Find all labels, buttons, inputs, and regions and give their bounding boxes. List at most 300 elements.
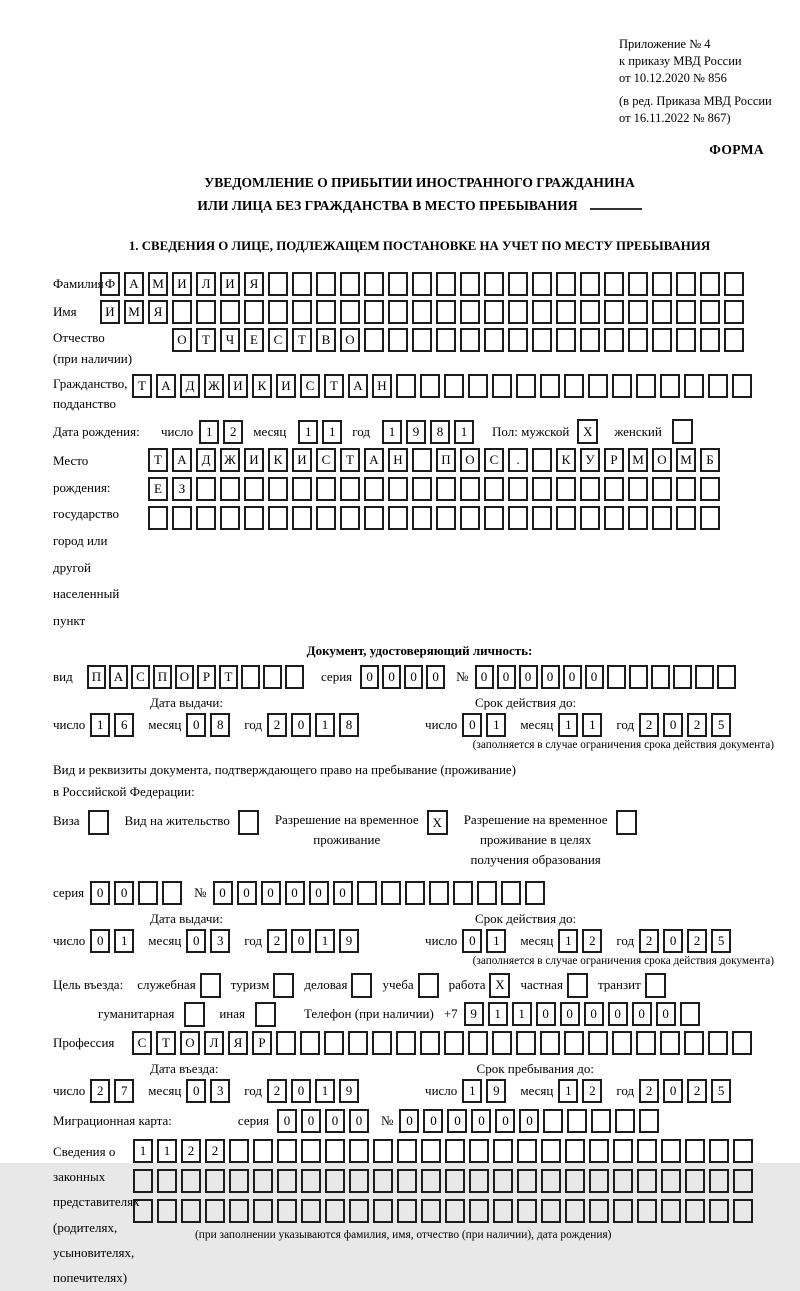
char-cell[interactable]: Т bbox=[148, 448, 168, 472]
char-cell[interactable] bbox=[676, 328, 696, 352]
char-cell[interactable] bbox=[700, 506, 720, 530]
char-cell[interactable] bbox=[604, 328, 624, 352]
char-cell[interactable]: 0 bbox=[663, 713, 683, 737]
char-cell[interactable] bbox=[292, 506, 312, 530]
char-cell[interactable]: 0 bbox=[237, 881, 257, 905]
char-cell[interactable] bbox=[733, 1169, 753, 1193]
char-cell[interactable] bbox=[316, 477, 336, 501]
char-cell[interactable] bbox=[660, 374, 680, 398]
char-cell[interactable]: 0 bbox=[349, 1109, 369, 1133]
char-cell[interactable]: . bbox=[508, 448, 528, 472]
char-cell[interactable]: Ж bbox=[220, 448, 240, 472]
char-cell[interactable] bbox=[532, 272, 552, 296]
char-cell[interactable]: 5 bbox=[711, 929, 731, 953]
char-cell[interactable] bbox=[205, 1199, 225, 1223]
char-cell[interactable] bbox=[652, 328, 672, 352]
char-cell[interactable]: 0 bbox=[541, 665, 560, 689]
char-cell[interactable] bbox=[349, 1169, 369, 1193]
char-cell[interactable]: 0 bbox=[632, 1002, 652, 1026]
char-cell[interactable] bbox=[268, 477, 288, 501]
char-cell[interactable] bbox=[325, 1139, 345, 1163]
char-cell[interactable] bbox=[493, 1139, 513, 1163]
char-cell[interactable]: А bbox=[364, 448, 384, 472]
char-cell[interactable] bbox=[220, 506, 240, 530]
char-cell[interactable]: Е bbox=[244, 328, 264, 352]
char-cell[interactable]: Л bbox=[196, 272, 216, 296]
char-cell[interactable]: Т bbox=[292, 328, 312, 352]
char-cell[interactable] bbox=[388, 328, 408, 352]
char-cell[interactable] bbox=[388, 300, 408, 324]
char-cell[interactable]: 1 bbox=[486, 713, 506, 737]
char-cell[interactable] bbox=[580, 506, 600, 530]
char-cell[interactable] bbox=[709, 1169, 729, 1193]
char-cell[interactable] bbox=[733, 1139, 753, 1163]
char-cell[interactable]: 2 bbox=[687, 929, 707, 953]
char-cell[interactable] bbox=[517, 1199, 537, 1223]
char-cell[interactable] bbox=[652, 477, 672, 501]
char-cell[interactable] bbox=[651, 665, 670, 689]
char-cell[interactable] bbox=[268, 272, 288, 296]
char-cell[interactable]: 5 bbox=[711, 1079, 731, 1103]
char-cell[interactable] bbox=[652, 272, 672, 296]
char-cell[interactable] bbox=[276, 1031, 296, 1055]
char-cell[interactable] bbox=[589, 1169, 609, 1193]
char-cell[interactable] bbox=[420, 374, 440, 398]
char-cell[interactable]: 2 bbox=[687, 1079, 707, 1103]
char-cell[interactable]: 0 bbox=[291, 713, 311, 737]
char-cell[interactable] bbox=[580, 328, 600, 352]
char-cell[interactable] bbox=[468, 1031, 488, 1055]
char-cell[interactable]: 0 bbox=[423, 1109, 443, 1133]
char-cell[interactable] bbox=[460, 506, 480, 530]
char-cell[interactable] bbox=[565, 1139, 585, 1163]
char-cell[interactable] bbox=[253, 1199, 273, 1223]
char-cell[interactable] bbox=[717, 665, 736, 689]
char-cell[interactable] bbox=[301, 1139, 321, 1163]
char-cell[interactable] bbox=[205, 1169, 225, 1193]
char-cell[interactable]: 1 bbox=[157, 1139, 177, 1163]
char-cell[interactable] bbox=[301, 1169, 321, 1193]
char-cell[interactable]: 0 bbox=[213, 881, 233, 905]
char-cell[interactable] bbox=[684, 374, 704, 398]
char-cell[interactable] bbox=[397, 1139, 417, 1163]
char-cell[interactable] bbox=[613, 1139, 633, 1163]
char-cell[interactable] bbox=[421, 1199, 441, 1223]
char-cell[interactable] bbox=[556, 328, 576, 352]
char-cell[interactable] bbox=[364, 300, 384, 324]
char-cell[interactable]: 0 bbox=[519, 1109, 539, 1133]
char-cell[interactable]: 0 bbox=[325, 1109, 345, 1133]
char-cell[interactable]: С bbox=[132, 1031, 152, 1055]
char-cell[interactable] bbox=[453, 881, 473, 905]
char-cell[interactable] bbox=[292, 272, 312, 296]
char-cell[interactable] bbox=[436, 506, 456, 530]
char-cell[interactable] bbox=[532, 506, 552, 530]
char-cell[interactable] bbox=[244, 477, 264, 501]
char-cell[interactable] bbox=[429, 881, 449, 905]
char-cell[interactable] bbox=[589, 1139, 609, 1163]
char-cell[interactable]: 0 bbox=[186, 1079, 206, 1103]
char-cell[interactable] bbox=[484, 477, 504, 501]
char-cell[interactable] bbox=[516, 1031, 536, 1055]
char-cell[interactable]: 0 bbox=[277, 1109, 297, 1133]
char-cell[interactable] bbox=[316, 272, 336, 296]
char-cell[interactable] bbox=[460, 272, 480, 296]
char-cell[interactable]: 0 bbox=[186, 713, 206, 737]
char-cell[interactable] bbox=[241, 665, 260, 689]
char-cell[interactable]: 2 bbox=[639, 713, 659, 737]
char-cell[interactable] bbox=[676, 300, 696, 324]
char-cell[interactable] bbox=[340, 300, 360, 324]
purpose-tourism-checkbox[interactable] bbox=[273, 973, 294, 998]
char-cell[interactable] bbox=[615, 1109, 635, 1133]
char-cell[interactable]: 1 bbox=[488, 1002, 508, 1026]
char-cell[interactable] bbox=[162, 881, 182, 905]
char-cell[interactable] bbox=[348, 1031, 368, 1055]
char-cell[interactable]: Ф bbox=[100, 272, 120, 296]
char-cell[interactable] bbox=[556, 506, 576, 530]
char-cell[interactable]: В bbox=[316, 328, 336, 352]
char-cell[interactable] bbox=[396, 1031, 416, 1055]
char-cell[interactable]: 7 bbox=[114, 1079, 134, 1103]
char-cell[interactable]: 1 bbox=[114, 929, 134, 953]
char-cell[interactable] bbox=[340, 272, 360, 296]
char-cell[interactable]: Д bbox=[196, 448, 216, 472]
char-cell[interactable]: С bbox=[300, 374, 320, 398]
char-cell[interactable]: 9 bbox=[339, 929, 359, 953]
char-cell[interactable] bbox=[652, 506, 672, 530]
char-cell[interactable] bbox=[532, 328, 552, 352]
char-cell[interactable]: Б bbox=[700, 448, 720, 472]
char-cell[interactable]: Я bbox=[148, 300, 168, 324]
char-cell[interactable] bbox=[604, 477, 624, 501]
char-cell[interactable] bbox=[436, 477, 456, 501]
char-cell[interactable] bbox=[676, 506, 696, 530]
char-cell[interactable] bbox=[388, 477, 408, 501]
char-cell[interactable] bbox=[244, 300, 264, 324]
char-cell[interactable] bbox=[525, 881, 545, 905]
char-cell[interactable]: 1 bbox=[558, 713, 578, 737]
char-cell[interactable] bbox=[196, 477, 216, 501]
char-cell[interactable] bbox=[543, 1109, 563, 1133]
sex-female-checkbox[interactable] bbox=[672, 419, 693, 444]
char-cell[interactable] bbox=[268, 300, 288, 324]
char-cell[interactable]: И bbox=[228, 374, 248, 398]
char-cell[interactable]: И bbox=[220, 272, 240, 296]
char-cell[interactable]: 1 bbox=[322, 420, 342, 444]
char-cell[interactable]: М bbox=[124, 300, 144, 324]
char-cell[interactable]: 5 bbox=[711, 713, 731, 737]
char-cell[interactable] bbox=[724, 328, 744, 352]
char-cell[interactable] bbox=[277, 1199, 297, 1223]
char-cell[interactable]: 0 bbox=[462, 713, 482, 737]
char-cell[interactable] bbox=[172, 506, 192, 530]
char-cell[interactable]: 2 bbox=[267, 929, 287, 953]
char-cell[interactable] bbox=[541, 1139, 561, 1163]
char-cell[interactable] bbox=[396, 374, 416, 398]
char-cell[interactable] bbox=[444, 1031, 464, 1055]
char-cell[interactable] bbox=[660, 1031, 680, 1055]
char-cell[interactable]: 1 bbox=[199, 420, 219, 444]
char-cell[interactable]: Л bbox=[204, 1031, 224, 1055]
purpose-commercial-checkbox[interactable] bbox=[351, 973, 372, 998]
char-cell[interactable] bbox=[373, 1199, 393, 1223]
char-cell[interactable]: 1 bbox=[582, 713, 602, 737]
char-cell[interactable]: Р bbox=[197, 665, 216, 689]
char-cell[interactable]: 0 bbox=[426, 665, 445, 689]
char-cell[interactable] bbox=[508, 477, 528, 501]
char-cell[interactable] bbox=[732, 374, 752, 398]
char-cell[interactable] bbox=[604, 300, 624, 324]
char-cell[interactable]: И bbox=[276, 374, 296, 398]
char-cell[interactable] bbox=[477, 881, 497, 905]
char-cell[interactable] bbox=[316, 506, 336, 530]
char-cell[interactable]: И bbox=[292, 448, 312, 472]
char-cell[interactable]: Н bbox=[372, 374, 392, 398]
char-cell[interactable]: 0 bbox=[186, 929, 206, 953]
char-cell[interactable] bbox=[484, 328, 504, 352]
char-cell[interactable]: П bbox=[153, 665, 172, 689]
char-cell[interactable] bbox=[580, 477, 600, 501]
char-cell[interactable]: 9 bbox=[406, 420, 426, 444]
visa-checkbox[interactable] bbox=[88, 810, 109, 835]
char-cell[interactable]: Я bbox=[244, 272, 264, 296]
char-cell[interactable]: 0 bbox=[309, 881, 329, 905]
char-cell[interactable]: 2 bbox=[267, 1079, 287, 1103]
char-cell[interactable] bbox=[421, 1139, 441, 1163]
char-cell[interactable]: П bbox=[436, 448, 456, 472]
char-cell[interactable]: А bbox=[156, 374, 176, 398]
char-cell[interactable]: 0 bbox=[114, 881, 134, 905]
char-cell[interactable] bbox=[325, 1169, 345, 1193]
char-cell[interactable] bbox=[613, 1199, 633, 1223]
char-cell[interactable] bbox=[508, 506, 528, 530]
char-cell[interactable]: О bbox=[460, 448, 480, 472]
char-cell[interactable]: И bbox=[172, 272, 192, 296]
char-cell[interactable] bbox=[220, 477, 240, 501]
char-cell[interactable]: П bbox=[87, 665, 106, 689]
char-cell[interactable]: М bbox=[676, 448, 696, 472]
char-cell[interactable]: Ж bbox=[204, 374, 224, 398]
char-cell[interactable]: Т bbox=[132, 374, 152, 398]
char-cell[interactable] bbox=[493, 1199, 513, 1223]
char-cell[interactable]: 0 bbox=[563, 665, 582, 689]
char-cell[interactable] bbox=[412, 300, 432, 324]
char-cell[interactable] bbox=[316, 300, 336, 324]
char-cell[interactable] bbox=[637, 1139, 657, 1163]
char-cell[interactable]: Н bbox=[388, 448, 408, 472]
char-cell[interactable] bbox=[685, 1199, 705, 1223]
residence-permit-checkbox[interactable] bbox=[238, 810, 259, 835]
char-cell[interactable]: 0 bbox=[285, 881, 305, 905]
char-cell[interactable] bbox=[388, 272, 408, 296]
char-cell[interactable]: О bbox=[652, 448, 672, 472]
char-cell[interactable] bbox=[340, 477, 360, 501]
char-cell[interactable] bbox=[196, 300, 216, 324]
char-cell[interactable]: 2 bbox=[582, 1079, 602, 1103]
char-cell[interactable]: Т bbox=[156, 1031, 176, 1055]
char-cell[interactable] bbox=[492, 374, 512, 398]
char-cell[interactable]: Т bbox=[324, 374, 344, 398]
char-cell[interactable]: С bbox=[484, 448, 504, 472]
char-cell[interactable] bbox=[292, 477, 312, 501]
char-cell[interactable]: 3 bbox=[210, 1079, 230, 1103]
char-cell[interactable] bbox=[220, 300, 240, 324]
char-cell[interactable]: 2 bbox=[582, 929, 602, 953]
char-cell[interactable] bbox=[709, 1199, 729, 1223]
char-cell[interactable] bbox=[181, 1199, 201, 1223]
char-cell[interactable]: А bbox=[109, 665, 128, 689]
char-cell[interactable]: М bbox=[628, 448, 648, 472]
char-cell[interactable]: 0 bbox=[333, 881, 353, 905]
purpose-humanitarian-checkbox[interactable] bbox=[184, 1002, 205, 1027]
char-cell[interactable] bbox=[508, 300, 528, 324]
char-cell[interactable] bbox=[445, 1139, 465, 1163]
char-cell[interactable]: 0 bbox=[536, 1002, 556, 1026]
char-cell[interactable]: Е bbox=[148, 477, 168, 501]
char-cell[interactable]: 0 bbox=[519, 665, 538, 689]
char-cell[interactable]: 1 bbox=[315, 713, 335, 737]
char-cell[interactable] bbox=[564, 374, 584, 398]
char-cell[interactable] bbox=[580, 272, 600, 296]
char-cell[interactable]: А bbox=[172, 448, 192, 472]
char-cell[interactable] bbox=[340, 506, 360, 530]
char-cell[interactable]: 1 bbox=[486, 929, 506, 953]
char-cell[interactable] bbox=[517, 1169, 537, 1193]
char-cell[interactable]: 0 bbox=[497, 665, 516, 689]
char-cell[interactable] bbox=[492, 1031, 512, 1055]
char-cell[interactable]: 0 bbox=[608, 1002, 628, 1026]
char-cell[interactable]: 2 bbox=[181, 1139, 201, 1163]
char-cell[interactable] bbox=[680, 1002, 700, 1026]
char-cell[interactable] bbox=[636, 1031, 656, 1055]
char-cell[interactable]: 8 bbox=[210, 713, 230, 737]
char-cell[interactable] bbox=[292, 300, 312, 324]
char-cell[interactable]: 3 bbox=[210, 929, 230, 953]
char-cell[interactable]: 1 bbox=[315, 929, 335, 953]
char-cell[interactable] bbox=[388, 506, 408, 530]
char-cell[interactable] bbox=[565, 1169, 585, 1193]
char-cell[interactable] bbox=[196, 506, 216, 530]
char-cell[interactable]: 1 bbox=[133, 1139, 153, 1163]
char-cell[interactable]: О bbox=[340, 328, 360, 352]
char-cell[interactable] bbox=[628, 506, 648, 530]
char-cell[interactable]: 0 bbox=[584, 1002, 604, 1026]
char-cell[interactable] bbox=[588, 374, 608, 398]
char-cell[interactable] bbox=[564, 1031, 584, 1055]
char-cell[interactable]: 2 bbox=[223, 420, 243, 444]
char-cell[interactable]: 1 bbox=[512, 1002, 532, 1026]
char-cell[interactable] bbox=[532, 477, 552, 501]
purpose-private-checkbox[interactable] bbox=[567, 973, 588, 998]
char-cell[interactable] bbox=[567, 1109, 587, 1133]
char-cell[interactable]: 0 bbox=[404, 665, 423, 689]
char-cell[interactable]: 1 bbox=[90, 713, 110, 737]
char-cell[interactable] bbox=[540, 374, 560, 398]
char-cell[interactable]: 0 bbox=[261, 881, 281, 905]
char-cell[interactable]: К bbox=[252, 374, 272, 398]
char-cell[interactable]: 0 bbox=[656, 1002, 676, 1026]
char-cell[interactable] bbox=[540, 1031, 560, 1055]
purpose-other-checkbox[interactable] bbox=[255, 1002, 276, 1027]
char-cell[interactable] bbox=[420, 1031, 440, 1055]
char-cell[interactable] bbox=[637, 1199, 657, 1223]
char-cell[interactable] bbox=[676, 272, 696, 296]
char-cell[interactable] bbox=[325, 1199, 345, 1223]
char-cell[interactable] bbox=[349, 1199, 369, 1223]
char-cell[interactable] bbox=[628, 477, 648, 501]
char-cell[interactable] bbox=[468, 374, 488, 398]
char-cell[interactable] bbox=[695, 665, 714, 689]
char-cell[interactable] bbox=[324, 1031, 344, 1055]
char-cell[interactable] bbox=[405, 881, 425, 905]
char-cell[interactable] bbox=[484, 300, 504, 324]
char-cell[interactable] bbox=[397, 1199, 417, 1223]
char-cell[interactable]: 1 bbox=[558, 929, 578, 953]
char-cell[interactable]: 0 bbox=[399, 1109, 419, 1133]
char-cell[interactable]: Р bbox=[252, 1031, 272, 1055]
char-cell[interactable] bbox=[301, 1199, 321, 1223]
char-cell[interactable]: И bbox=[244, 448, 264, 472]
char-cell[interactable] bbox=[469, 1139, 489, 1163]
char-cell[interactable] bbox=[484, 272, 504, 296]
char-cell[interactable]: 1 bbox=[382, 420, 402, 444]
char-cell[interactable]: Д bbox=[180, 374, 200, 398]
char-cell[interactable] bbox=[364, 506, 384, 530]
char-cell[interactable] bbox=[565, 1199, 585, 1223]
char-cell[interactable] bbox=[724, 272, 744, 296]
char-cell[interactable] bbox=[373, 1169, 393, 1193]
char-cell[interactable] bbox=[436, 300, 456, 324]
char-cell[interactable]: О bbox=[180, 1031, 200, 1055]
char-cell[interactable]: А bbox=[348, 374, 368, 398]
char-cell[interactable]: 0 bbox=[382, 665, 401, 689]
char-cell[interactable]: 1 bbox=[298, 420, 318, 444]
char-cell[interactable]: С bbox=[316, 448, 336, 472]
char-cell[interactable]: 0 bbox=[360, 665, 379, 689]
char-cell[interactable] bbox=[556, 272, 576, 296]
char-cell[interactable] bbox=[412, 448, 432, 472]
char-cell[interactable] bbox=[253, 1139, 273, 1163]
char-cell[interactable] bbox=[460, 300, 480, 324]
char-cell[interactable] bbox=[364, 477, 384, 501]
char-cell[interactable]: 2 bbox=[687, 713, 707, 737]
char-cell[interactable] bbox=[607, 665, 626, 689]
char-cell[interactable] bbox=[652, 300, 672, 324]
char-cell[interactable] bbox=[138, 881, 158, 905]
char-cell[interactable] bbox=[589, 1199, 609, 1223]
char-cell[interactable] bbox=[268, 506, 288, 530]
char-cell[interactable] bbox=[676, 477, 696, 501]
purpose-study-checkbox[interactable] bbox=[418, 973, 439, 998]
char-cell[interactable] bbox=[229, 1199, 249, 1223]
char-cell[interactable] bbox=[181, 1169, 201, 1193]
char-cell[interactable] bbox=[244, 506, 264, 530]
char-cell[interactable] bbox=[733, 1199, 753, 1223]
char-cell[interactable]: К bbox=[268, 448, 288, 472]
char-cell[interactable] bbox=[684, 1031, 704, 1055]
char-cell[interactable] bbox=[508, 272, 528, 296]
char-cell[interactable] bbox=[444, 374, 464, 398]
char-cell[interactable]: М bbox=[148, 272, 168, 296]
char-cell[interactable]: 0 bbox=[495, 1109, 515, 1133]
char-cell[interactable]: 0 bbox=[462, 929, 482, 953]
char-cell[interactable] bbox=[172, 300, 192, 324]
char-cell[interactable]: 0 bbox=[663, 929, 683, 953]
char-cell[interactable] bbox=[445, 1199, 465, 1223]
sex-male-checkbox[interactable]: X bbox=[577, 419, 598, 444]
char-cell[interactable]: 0 bbox=[291, 929, 311, 953]
